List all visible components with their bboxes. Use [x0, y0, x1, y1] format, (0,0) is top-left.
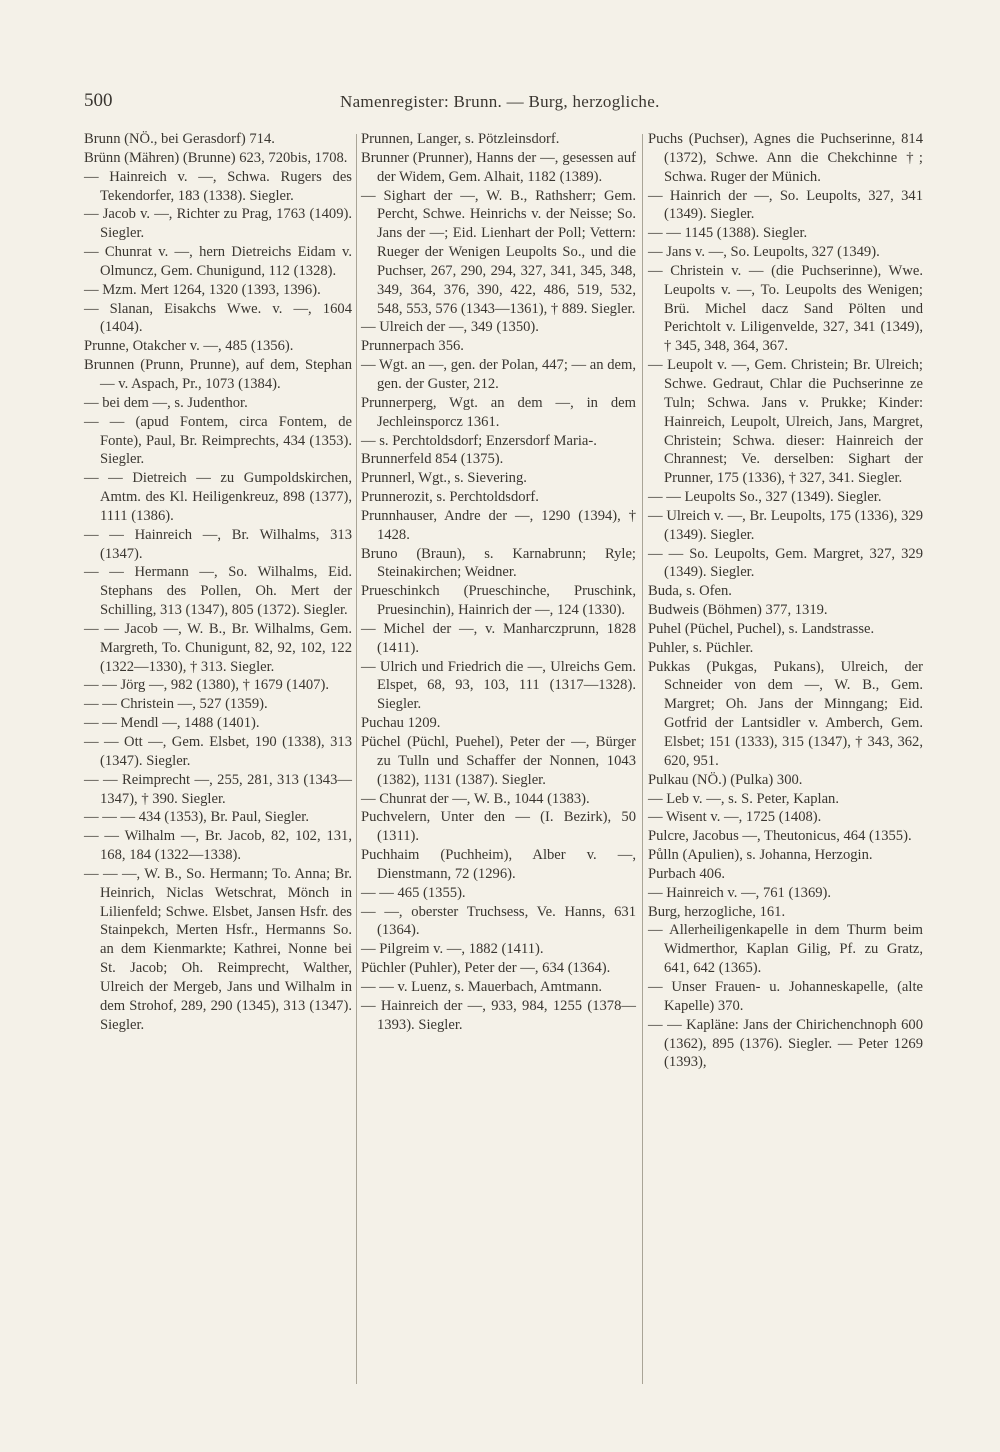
index-entry: — Christein v. — (die Puchserinne), Wwe. Leupolts v. —, To. Leupolts des Wenigen; Brü. Michel dacz Sand Pölten und Perichtolt v. Liligenvelde, 327, 341 (1349), † 345, 348, 364, 367.: [648, 262, 923, 355]
index-entry: — Wisent v. —, 1725 (1408).: [648, 809, 822, 826]
index-entry: — Unser Frauen- u. Johanneskapelle, (alte Kapelle) 370.: [648, 978, 923, 1014]
column-divider: [642, 134, 643, 1384]
index-entry: — — Reimprecht —, 255, 281, 313 (1343—1347), † 390. Siegler.: [84, 771, 352, 807]
index-entry: — Leb v. —, s. S. Peter, Kaplan.: [648, 790, 839, 807]
index-entry: — Ulrich und Friedrich die —, Ulreichs Gem. Elspet, 68, 93, 103, 111 (1317—1328). Siegler.: [361, 658, 636, 713]
index-entry: Püchler (Puhler), Peter der —, 634 (1364).: [361, 960, 611, 977]
index-entry: Prunnerpach 356.: [361, 338, 464, 355]
index-entry: Prunnerl, Wgt., s. Sievering.: [361, 470, 527, 487]
page-header: [84, 90, 944, 120]
index-entry: Prueschinkch (Prueschinche, Pruschink, Pruesinchin), Hainrich der —, 124 (1330).: [361, 583, 636, 619]
index-entry: Puchs (Puchser), Agnes die Puchserinne, 814 (1372), Schwe. Ann die Chekchinne †; Schwa. Ruger der Münich.: [648, 131, 923, 185]
index-entry: — Hainreich v. —, 761 (1369).: [648, 884, 832, 901]
index-entry: — Hainreich der —, 933, 984, 1255 (1378—1393). Siegler.: [361, 997, 636, 1033]
index-entry: — — Mendl —, 1488 (1401).: [84, 715, 260, 732]
index-entry: Püchel (Püchl, Puehel), Peter der —, Bürger zu Tulln und Schaffer der Nonnen, 1043 (1382), 1131 (1387). Siegler.: [361, 734, 636, 788]
index-entry: — Leupolt v. —, Gem. Christein; Br. Ulreich; Schwe. Gedraut, Chlar die Puchserinne ze Tuln; Schwa. Jans v. Prukke; Kinder: Hainreich, Leupolt, Ulreich, Jans, Margret, Christein; Schwa. dieser: Hainreich der Chrannest; Ve. derselben: Sighart der Prunner, 175 (1336), † 327, 341. Siegler.: [648, 357, 923, 487]
index-entry: — Wgt. an —, gen. der Polan, 447; — an dem, gen. der Guster, 212.: [361, 357, 636, 392]
index-entry: — — — 434 (1353), Br. Paul, Siegler.: [84, 809, 309, 826]
index-entry: Bruno (Braun), s. Karnabrunn; Ryle; Steinakirchen; Weidner.: [361, 545, 636, 581]
index-entry: Prunnen, Langer, s. Pötzleinsdorf.: [361, 131, 560, 147]
index-entry: — Chunrat v. —, hern Dietreichs Eidam v. Olmuncz, Gem. Chunigund, 112 (1328).: [84, 244, 352, 279]
index-entry: — Michel der —, v. Manharczprunn, 1828 (1411).: [361, 620, 636, 656]
index-entry: Pulkau (NÖ.) (Pulka) 300.: [648, 771, 803, 788]
index-entry: — — 465 (1355).: [361, 884, 466, 901]
index-entry: — — Hermann —, So. Wilhalms, Eid. Stephans des Pollen, Oh. Mert der Schilling, 313 (1347), 805 (1372). Siegler.: [84, 564, 352, 619]
index-entry: Puchhaim (Puchheim), Alber v. —, Dienstmann, 72 (1296).: [361, 847, 636, 882]
index-entry: — Jans v. —, So. Leupolts, 327 (1349).: [648, 244, 880, 261]
index-entry: — Mzm. Mert 1264, 1320 (1393, 1396).: [84, 281, 321, 298]
index-entry: — — Dietreich — zu Gumpoldskirchen, Amtm. des Kl. Heiligenkreuz, 898 (1377), 1111 (1386).: [84, 470, 352, 524]
index-entry: Brunn (NÖ., bei Gerasdorf) 714.: [84, 131, 275, 147]
page-number: 500: [84, 90, 113, 111]
index-entry: — — Kapläne: Jans der Chirichenchnoph 600 (1362), 895 (1376). Siegler. — Peter 1269 (1393),: [648, 1016, 923, 1071]
index-entry: Burg, herzogliche, 161.: [648, 903, 786, 920]
index-entry: — bei dem —, s. Judenthor.: [84, 394, 248, 411]
index-entry: Budweis (Böhmen) 377, 1319.: [648, 602, 828, 619]
index-entry: — —, oberster Truchsess, Ve. Hanns, 631 (1364).: [361, 903, 636, 939]
index-entry: — — —, W. B., So. Hermann; To. Anna; Br. Heinrich, Niclas Wetschrat, Mönch in Lilienfeld; Schwe. Elsbet, Jansen Hsfr. des Stainpekch, Merten Hsfr., Hermanns So. an dem Kienmarkte; Kathrei, Nonne bei St. Jacob; Oh. Reimprecht, Walther, Ulreich der Mergeb, Jans und Wilhalm in dem Strohof, 289, 290 (1345), 313 (1347). Siegler.: [84, 865, 352, 1033]
index-entry: — Sighart der —, W. B., Rathsherr; Gem. Percht, Schwe. Heinrichs v. der Neisse; So. Jans der —; Eid. Lienhart der Poll; Vettern: Rueger der Wenigen Leupolts So., und die Puchser, 267, 290, 294, 327, 341, 345, 348, 349, 364, 376, 390, 422, 486, 519, 532, 548, 553, 576 (1343—1361), † 889. Siegler.: [361, 187, 636, 317]
index-entry: Puhler, s. Püchler.: [648, 639, 754, 656]
index-entry: Prunnerperg, Wgt. an dem —, in dem Jechleinsporcz 1361.: [361, 394, 636, 430]
index-entry: Puchvelern, Unter den — (I. Bezirk), 50 (1311).: [361, 809, 636, 845]
index-entry: Prunnhauser, Andre der —, 1290 (1394), † 1428.: [361, 507, 636, 543]
index-entry: — — Jacob —, W. B., Br. Wilhalms, Gem. Margreth, To. Chunigunt, 82, 92, 102, 122 (1322—1330), † 313. Siegler.: [84, 620, 352, 675]
index-entry: — Pilgreim v. —, 1882 (1411).: [361, 941, 544, 958]
index-entry: — Hainrich der —, So. Leupolts, 327, 341 (1349). Siegler.: [648, 187, 923, 223]
index-entry: — — Ott —, Gem. Elsbet, 190 (1338), 313 (1347). Siegler.: [84, 734, 352, 769]
index-entry: Pukkas (Pukgas, Pukans), Ulreich, der Schneider von dem —, W. B., Gem. Margret; Oh. Jans der Minngang; Eid. Gotfrid der Lantsidler v. Amberch, Gem. Elsbet; 151 (1333), 315 (1347), † 343, 362, 620, 951.: [648, 658, 923, 769]
index-entry: — Chunrat der —, W. B., 1044 (1383).: [361, 790, 590, 807]
index-column-3: [648, 130, 923, 1072]
index-entry: — Hainreich v. —, Schwa. Rugers des Tekendorfer, 183 (1338). Siegler.: [84, 168, 352, 204]
index-entry: — Ulreich v. —, Br. Leupolts, 175 (1336), 329 (1349). Siegler.: [648, 507, 923, 543]
index-entry: — — Hainreich —, Br. Wilhalms, 313 (1347).: [84, 526, 352, 562]
index-entry: — — v. Luenz, s. Mauerbach, Amtmann.: [361, 978, 603, 995]
running-head: Namenregister: Brunn. — Burg, herzogliche.: [340, 92, 660, 111]
index-entry: Purbach 406.: [648, 865, 726, 882]
index-entry: — Allerheiligenkapelle in dem Thurm beim Widmerthor, Kaplan Gilig, Pf. zu Gratz, 641, 642 (1365).: [648, 922, 923, 977]
index-entry: — — Jörg —, 982 (1380), † 1679 (1407).: [84, 677, 329, 694]
index-column-2: [361, 130, 636, 1035]
index-entry: — — (apud Fontem, circa Fontem, de Fonte), Paul, Br. Reimprechts, 434 (1353). Siegler.: [84, 413, 352, 468]
index-entry: — s. Perchtoldsdorf; Enzersdorf Maria-.: [361, 432, 597, 449]
index-entry: Prunnerozit, s. Perchtoldsdorf.: [361, 489, 539, 506]
index-entry: Brunner (Prunner), Hanns der —, gesessen auf der Widem, Gem. Alhait, 1182 (1389).: [361, 149, 636, 185]
index-entry: Brunnen (Prunn, Prunne), auf dem, Stephan — v. Aspach, Pr., 1073 (1384).: [84, 357, 352, 392]
index-entry: Pulcre, Jacobus —, Theutonicus, 464 (1355).: [648, 828, 912, 845]
index-entry: — — Wilhalm —, Br. Jacob, 82, 102, 131, 168, 184 (1322—1338).: [84, 828, 352, 864]
index-entry: — — 1145 (1388). Siegler.: [648, 225, 808, 242]
index-entry: — Ulreich der —, 349 (1350).: [361, 319, 539, 336]
index-entry: Půlln (Apulien), s. Johanna, Herzogin.: [648, 847, 873, 864]
index-entry: Puhel (Püchel, Puchel), s. Landstrasse.: [648, 620, 875, 637]
index-entry: Brünn (Mähren) (Brunne) 623, 720bis, 1708.: [84, 149, 348, 166]
index-entry: Prunne, Otakcher v. —, 485 (1356).: [84, 338, 294, 355]
index-entry: — — So. Leupolts, Gem. Margret, 327, 329 (1349). Siegler.: [648, 545, 923, 581]
index-entry: — Jacob v. —, Richter zu Prag, 1763 (1409). Siegler.: [84, 206, 352, 242]
index-entry: Buda, s. Ofen.: [648, 583, 732, 600]
index-column-1: [84, 130, 352, 1035]
index-entry: — — Leupolts So., 327 (1349). Siegler.: [648, 489, 882, 506]
index-entry: — — Christein —, 527 (1359).: [84, 696, 268, 713]
column-divider: [356, 134, 357, 1384]
index-entry: Puchau 1209.: [361, 715, 441, 732]
index-entry: — Slanan, Eisakchs Wwe. v. —, 1604 (1404).: [84, 300, 352, 336]
index-entry: Brunnerfeld 854 (1375).: [361, 451, 504, 468]
